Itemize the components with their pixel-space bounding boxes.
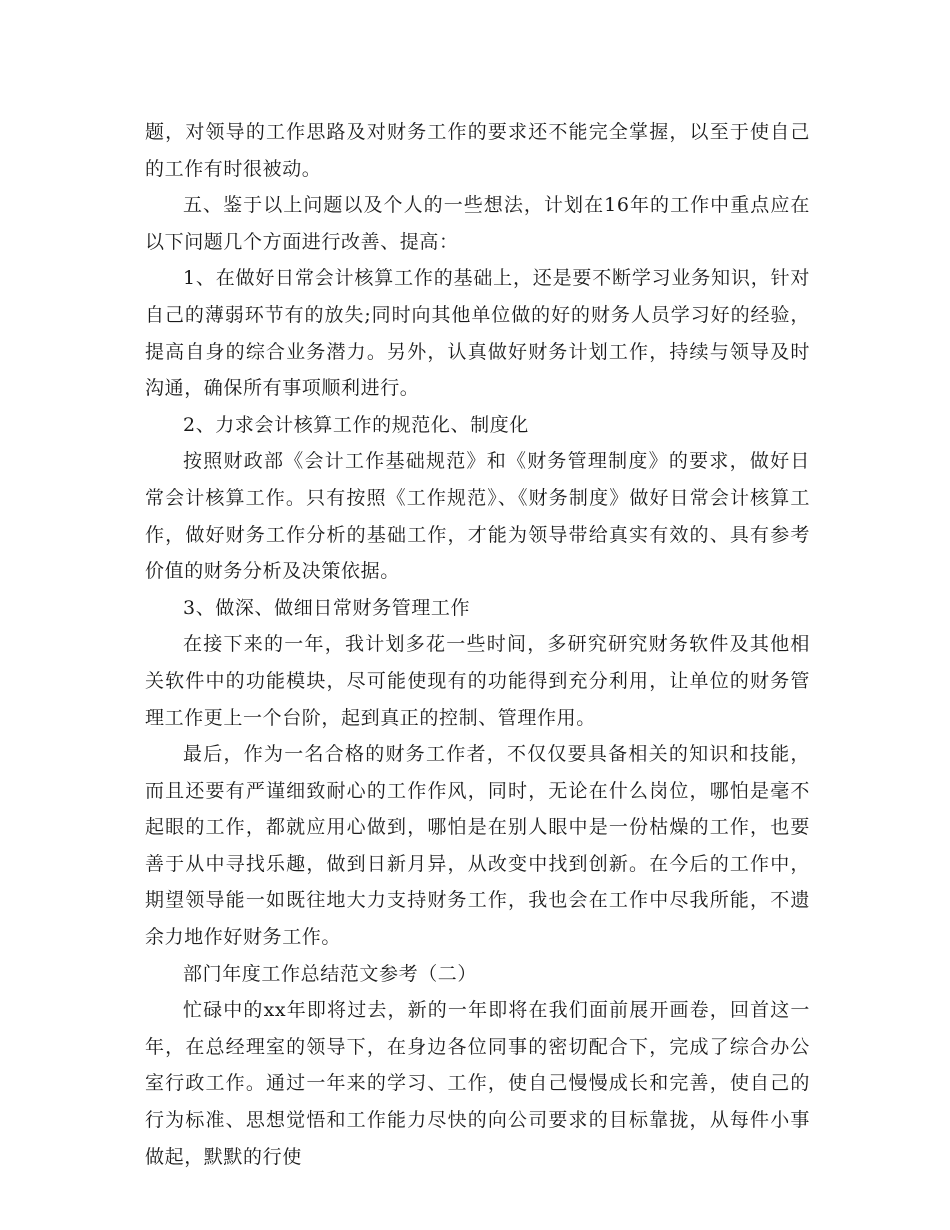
paragraph-item-two-body: 按照财政部《会计工作基础规范》和《财务管理制度》的要求，做好日常会计核算工作。只有按照《工作规范》、《财务制度》做好日常会计核算工作，做好财务工作分析的基础工作，才能为领导带给真实有效的、具有参考价值的财务分析及决策依据。 [145, 450, 810, 583]
paragraph-item-three-heading: 3、做深、做细日常财务管理工作 [183, 596, 471, 619]
paragraph-item-one: 1、在做好日常会计核算工作的基础上，还是要不断学习业务知识，针对自己的薄弱环节有的放失;同时向其他单位做的好的财务人员学习好的经验，提高自身的综合业务潜力。另外，认真做好财务计划工作，持续与领导及时沟通，确保所有事项顺利进行。 [145, 267, 810, 400]
paragraph-section-five: 五、鉴于以上问题以及个人的一些想法，计划在16年的工作中重点应在以下问题几个方面进行改善、提高： [145, 194, 810, 253]
paragraph-conclusion: 最后，作为一名合格的财务工作者，不仅仅要具备相关的知识和技能，而且还要有严谨细致耐心的工作作风，同时，无论在什么岗位，哪怕是毫不起眼的工作，都就应用心做到，哪怕是在别人眼中是一份枯燥的工作，也要善于从中寻找乐趣，做到日新月异，从改变中找到创新。在今后的工作中，期望领导能一如既往地大力支持财务工作，我也会在工作中尽我所能，不遗余力地作好财务工作。 [145, 743, 810, 949]
paragraph-item-three-body: 在接下来的一年，我计划多花一些时间，多研究研究财务软件及其他相关软件中的功能模块，尽可能使现有的功能得到充分利用，让单位的财务管理工作更上一个台阶，起到真正的控制、管理作用。 [145, 633, 810, 729]
paragraph-item-two-heading: 2、力求会计核算工作的规范化、制度化 [183, 413, 529, 436]
paragraph-continuation: 题，对领导的工作思路及对财务工作的要求还不能完全掌握，以至于使自己的工作有时很被动。 [145, 121, 810, 180]
section-title-part-two: 部门年度工作总结范文参考（二） [183, 962, 478, 985]
document-body [145, 114, 810, 1175]
paragraph-part-two-intro: 忙碌中的xx年即将过去，新的一年即将在我们面前展开画卷，回首这一年，在总经理室的领导下，在身边各位同事的密切配合下，完成了综合办公室行政工作。通过一年来的学习、工作，使自己慢慢成长和完善，使自己的行为标准、思想觉悟和工作能力尽快的向公司要求的目标靠拢，从每件小事做起，默默的行使 [145, 999, 810, 1168]
